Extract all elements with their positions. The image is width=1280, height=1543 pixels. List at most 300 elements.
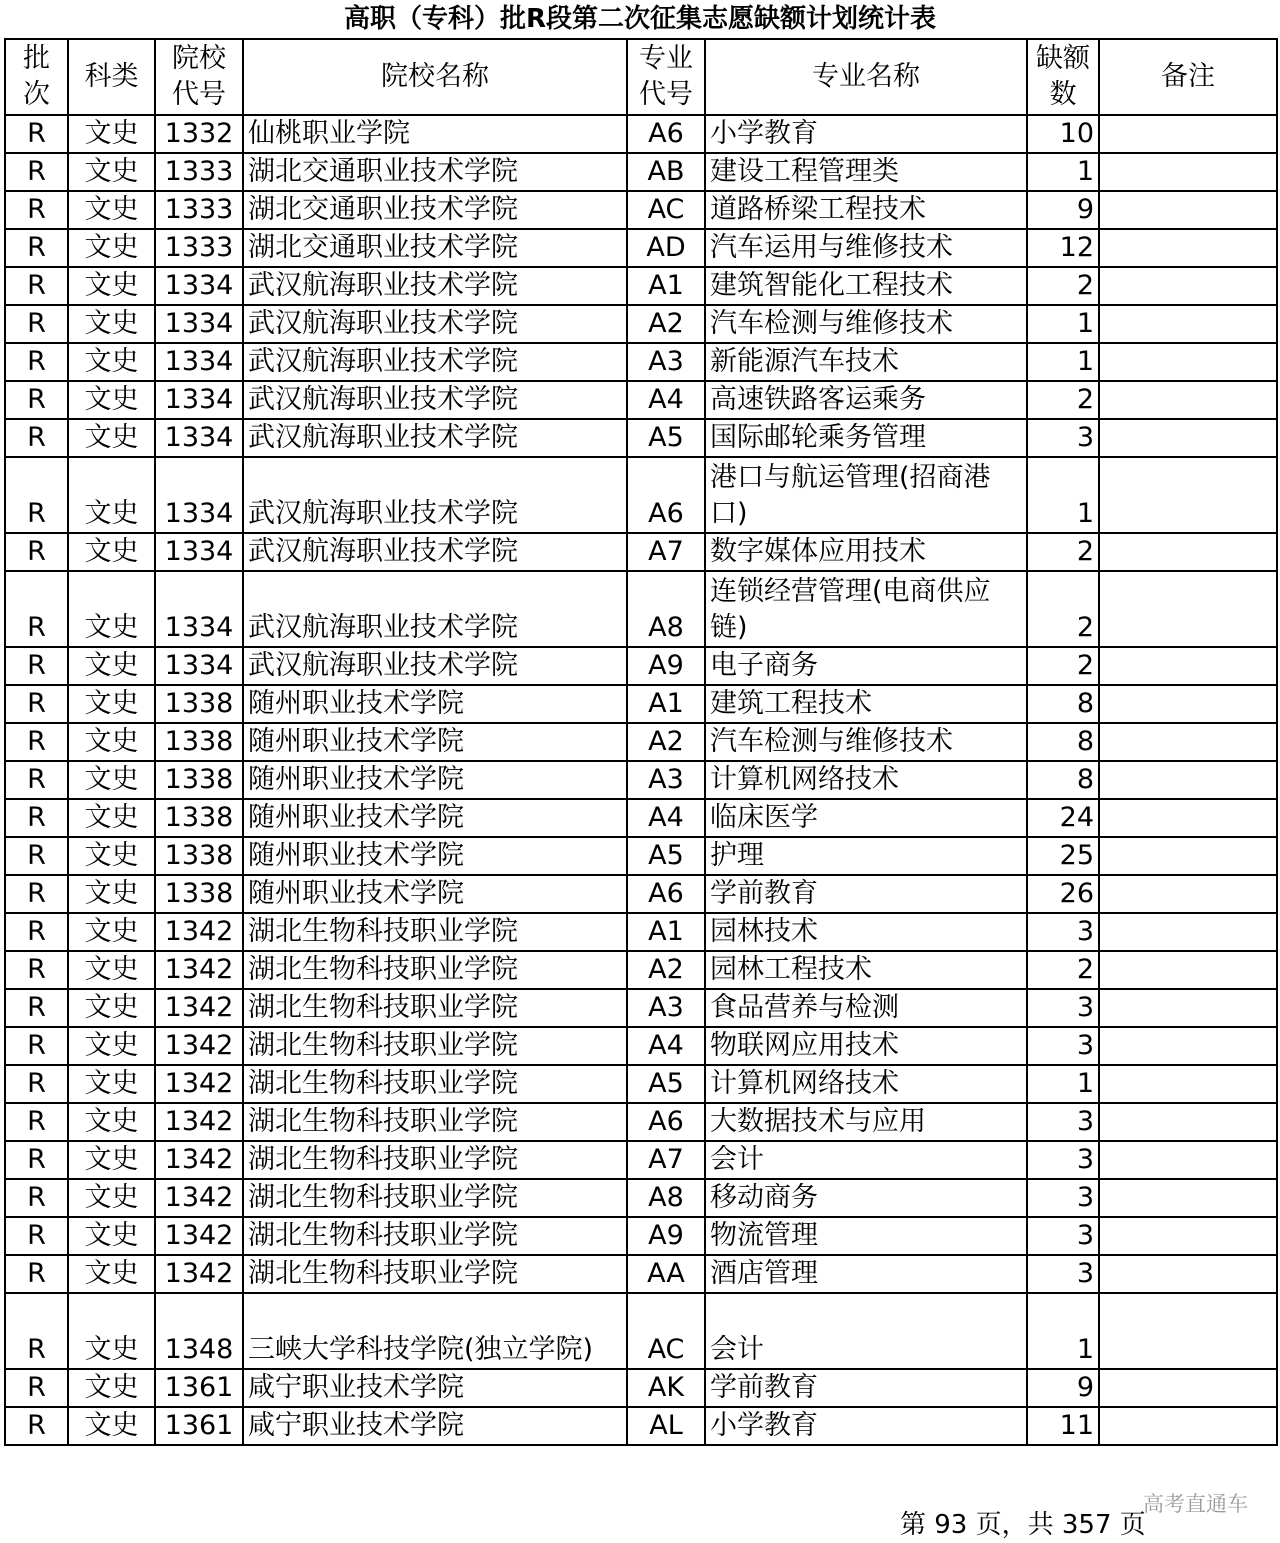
cell-major-code: A3	[627, 761, 705, 799]
cell-batch: R	[5, 153, 68, 191]
cell-school-name: 湖北生物科技职业学院	[243, 1179, 627, 1217]
table-row	[5, 343, 1277, 381]
cell-vacancies: 3	[1027, 1103, 1099, 1141]
cell-batch: R	[5, 837, 68, 875]
cell-major-name: 会计	[705, 1293, 1027, 1369]
cell-major-code: A6	[627, 875, 705, 913]
cell-school-name: 武汉航海职业技术学院	[243, 647, 627, 685]
cell-remarks	[1099, 1255, 1277, 1293]
cell-school-code: 1338	[155, 723, 243, 761]
cell-remarks	[1099, 571, 1277, 647]
cell-remarks	[1099, 989, 1277, 1027]
cell-subject-type: 文史	[68, 647, 155, 685]
cell-school-code: 1342	[155, 1065, 243, 1103]
cell-major-code: A1	[627, 685, 705, 723]
table-row	[5, 571, 1277, 647]
cell-school-name: 随州职业技术学院	[243, 761, 627, 799]
cell-school-name: 武汉航海职业技术学院	[243, 381, 627, 419]
cell-school-code: 1338	[155, 761, 243, 799]
cell-school-name: 随州职业技术学院	[243, 685, 627, 723]
cell-school-code: 1342	[155, 1179, 243, 1217]
cell-batch: R	[5, 1255, 68, 1293]
table-header-row	[5, 39, 1277, 115]
cell-major-code: A9	[627, 647, 705, 685]
cell-vacancies: 12	[1027, 229, 1099, 267]
cell-subject-type: 文史	[68, 533, 155, 571]
cell-vacancies: 11	[1027, 1407, 1099, 1445]
cell-major-code: A3	[627, 989, 705, 1027]
table-row	[5, 1255, 1277, 1293]
cell-remarks	[1099, 723, 1277, 761]
table-row	[5, 913, 1277, 951]
cell-major-name: 电子商务	[705, 647, 1027, 685]
cell-school-name: 湖北交通职业技术学院	[243, 191, 627, 229]
table-row	[5, 1065, 1277, 1103]
cell-vacancies: 8	[1027, 685, 1099, 723]
cell-school-name: 湖北生物科技职业学院	[243, 989, 627, 1027]
cell-major-name: 建筑智能化工程技术	[705, 267, 1027, 305]
cell-remarks	[1099, 1065, 1277, 1103]
cell-remarks	[1099, 647, 1277, 685]
cell-subject-type: 文史	[68, 1179, 155, 1217]
cell-batch: R	[5, 685, 68, 723]
cell-subject-type: 文史	[68, 457, 155, 533]
cell-vacancies: 26	[1027, 875, 1099, 913]
cell-subject-type: 文史	[68, 989, 155, 1027]
cell-remarks	[1099, 153, 1277, 191]
cell-major-code: A3	[627, 343, 705, 381]
cell-vacancies: 2	[1027, 267, 1099, 305]
cell-remarks	[1099, 913, 1277, 951]
cell-major-code: A5	[627, 837, 705, 875]
cell-school-code: 1338	[155, 875, 243, 913]
cell-batch: R	[5, 875, 68, 913]
cell-major-code: A1	[627, 267, 705, 305]
cell-batch: R	[5, 343, 68, 381]
cell-major-name: 新能源汽车技术	[705, 343, 1027, 381]
cell-school-name: 武汉航海职业技术学院	[243, 267, 627, 305]
table-row	[5, 685, 1277, 723]
cell-school-name: 随州职业技术学院	[243, 837, 627, 875]
header-subject-type: 科类	[68, 39, 155, 115]
cell-major-name: 计算机网络技术	[705, 761, 1027, 799]
cell-major-name: 道路桥梁工程技术	[705, 191, 1027, 229]
table-row	[5, 305, 1277, 343]
cell-school-code: 1342	[155, 1255, 243, 1293]
table-row	[5, 533, 1277, 571]
cell-remarks	[1099, 419, 1277, 457]
cell-major-code: A6	[627, 457, 705, 533]
cell-remarks	[1099, 951, 1277, 989]
cell-batch: R	[5, 1217, 68, 1255]
header-batch: 批次	[5, 39, 68, 115]
cell-school-name: 湖北交通职业技术学院	[243, 153, 627, 191]
cell-remarks	[1099, 1217, 1277, 1255]
cell-remarks	[1099, 191, 1277, 229]
cell-major-code: AK	[627, 1369, 705, 1407]
cell-school-code: 1338	[155, 837, 243, 875]
cell-school-code: 1361	[155, 1369, 243, 1407]
cell-school-name: 湖北生物科技职业学院	[243, 1103, 627, 1141]
cell-batch: R	[5, 951, 68, 989]
cell-subject-type: 文史	[68, 1407, 155, 1445]
cell-vacancies: 9	[1027, 191, 1099, 229]
cell-batch: R	[5, 761, 68, 799]
cell-school-code: 1334	[155, 381, 243, 419]
cell-vacancies: 3	[1027, 1217, 1099, 1255]
cell-major-code: AC	[627, 1293, 705, 1369]
cell-major-code: AD	[627, 229, 705, 267]
cell-school-name: 仙桃职业学院	[243, 115, 627, 153]
cell-major-code: A4	[627, 1027, 705, 1065]
cell-remarks	[1099, 457, 1277, 533]
cell-batch: R	[5, 1369, 68, 1407]
cell-major-name: 汽车检测与维修技术	[705, 723, 1027, 761]
cell-subject-type: 文史	[68, 305, 155, 343]
table-row	[5, 723, 1277, 761]
cell-remarks	[1099, 1103, 1277, 1141]
page-number: 第 93 页，共 357 页	[900, 1510, 1146, 1540]
cell-major-code: A8	[627, 571, 705, 647]
cell-school-name: 随州职业技术学院	[243, 723, 627, 761]
cell-batch: R	[5, 267, 68, 305]
cell-subject-type: 文史	[68, 875, 155, 913]
cell-remarks	[1099, 1407, 1277, 1445]
cell-major-name: 学前教育	[705, 1369, 1027, 1407]
cell-school-code: 1334	[155, 533, 243, 571]
cell-batch: R	[5, 381, 68, 419]
cell-subject-type: 文史	[68, 1141, 155, 1179]
cell-major-code: A5	[627, 1065, 705, 1103]
cell-remarks	[1099, 1179, 1277, 1217]
cell-subject-type: 文史	[68, 381, 155, 419]
cell-remarks	[1099, 305, 1277, 343]
cell-school-code: 1342	[155, 989, 243, 1027]
table-row	[5, 951, 1277, 989]
cell-school-code: 1334	[155, 647, 243, 685]
cell-school-name: 随州职业技术学院	[243, 875, 627, 913]
cell-major-name: 连锁经营管理(电商供应链)	[705, 571, 1027, 647]
table-row	[5, 1293, 1277, 1369]
cell-major-name: 小学教育	[705, 115, 1027, 153]
table-row	[5, 1407, 1277, 1445]
cell-school-code: 1332	[155, 115, 243, 153]
cell-school-name: 湖北生物科技职业学院	[243, 951, 627, 989]
cell-remarks	[1099, 343, 1277, 381]
cell-vacancies: 8	[1027, 723, 1099, 761]
cell-school-name: 随州职业技术学院	[243, 799, 627, 837]
cell-major-code: A4	[627, 381, 705, 419]
cell-subject-type: 文史	[68, 115, 155, 153]
cell-batch: R	[5, 1027, 68, 1065]
cell-subject-type: 文史	[68, 229, 155, 267]
cell-school-name: 武汉航海职业技术学院	[243, 419, 627, 457]
cell-remarks	[1099, 1369, 1277, 1407]
cell-school-code: 1342	[155, 1141, 243, 1179]
table-row	[5, 1217, 1277, 1255]
cell-batch: R	[5, 723, 68, 761]
table-row	[5, 799, 1277, 837]
cell-school-code: 1361	[155, 1407, 243, 1445]
table-row	[5, 1369, 1277, 1407]
cell-vacancies: 3	[1027, 989, 1099, 1027]
cell-subject-type: 文史	[68, 723, 155, 761]
cell-school-name: 武汉航海职业技术学院	[243, 457, 627, 533]
cell-school-code: 1334	[155, 343, 243, 381]
table-row	[5, 1027, 1277, 1065]
cell-school-name: 湖北生物科技职业学院	[243, 1255, 627, 1293]
cell-batch: R	[5, 913, 68, 951]
cell-vacancies: 9	[1027, 1369, 1099, 1407]
cell-vacancies: 24	[1027, 799, 1099, 837]
cell-vacancies: 3	[1027, 1255, 1099, 1293]
cell-vacancies: 2	[1027, 381, 1099, 419]
cell-school-code: 1342	[155, 1217, 243, 1255]
cell-major-name: 物流管理	[705, 1217, 1027, 1255]
header-major-code: 专业代号	[627, 39, 705, 115]
cell-major-name: 建筑工程技术	[705, 685, 1027, 723]
cell-remarks	[1099, 1141, 1277, 1179]
cell-school-code: 1333	[155, 153, 243, 191]
cell-batch: R	[5, 419, 68, 457]
cell-school-code: 1334	[155, 457, 243, 533]
document-title: 高职（专科）批R段第二次征集志愿缺额计划统计表	[343, 4, 937, 34]
cell-subject-type: 文史	[68, 571, 155, 647]
cell-school-name: 湖北生物科技职业学院	[243, 1141, 627, 1179]
cell-school-code: 1342	[155, 1103, 243, 1141]
table-row	[5, 115, 1277, 153]
cell-subject-type: 文史	[68, 1103, 155, 1141]
table-row	[5, 1103, 1277, 1141]
cell-school-code: 1338	[155, 799, 243, 837]
cell-school-code: 1348	[155, 1293, 243, 1369]
cell-school-name: 湖北交通职业技术学院	[243, 229, 627, 267]
table-row	[5, 989, 1277, 1027]
cell-subject-type: 文史	[68, 761, 155, 799]
cell-school-code: 1334	[155, 267, 243, 305]
cell-school-name: 湖北生物科技职业学院	[243, 1027, 627, 1065]
cell-major-name: 临床医学	[705, 799, 1027, 837]
cell-vacancies: 3	[1027, 1027, 1099, 1065]
table-row	[5, 457, 1277, 533]
cell-vacancies: 2	[1027, 647, 1099, 685]
cell-batch: R	[5, 457, 68, 533]
cell-major-code: A2	[627, 723, 705, 761]
cell-subject-type: 文史	[68, 799, 155, 837]
cell-vacancies: 3	[1027, 913, 1099, 951]
header-school-code: 院校代号	[155, 39, 243, 115]
cell-vacancies: 1	[1027, 1065, 1099, 1103]
cell-batch: R	[5, 1103, 68, 1141]
cell-batch: R	[5, 1065, 68, 1103]
cell-school-code: 1334	[155, 305, 243, 343]
cell-major-code: AC	[627, 191, 705, 229]
cell-batch: R	[5, 799, 68, 837]
cell-school-name: 武汉航海职业技术学院	[243, 305, 627, 343]
cell-school-name: 湖北生物科技职业学院	[243, 1065, 627, 1103]
cell-major-code: A2	[627, 305, 705, 343]
cell-vacancies: 1	[1027, 343, 1099, 381]
cell-batch: R	[5, 989, 68, 1027]
cell-major-name: 汽车运用与维修技术	[705, 229, 1027, 267]
cell-remarks	[1099, 837, 1277, 875]
cell-vacancies: 2	[1027, 951, 1099, 989]
cell-remarks	[1099, 229, 1277, 267]
cell-school-name: 咸宁职业技术学院	[243, 1407, 627, 1445]
cell-school-code: 1334	[155, 419, 243, 457]
cell-major-name: 学前教育	[705, 875, 1027, 913]
cell-batch: R	[5, 191, 68, 229]
cell-batch: R	[5, 571, 68, 647]
cell-vacancies: 1	[1027, 1293, 1099, 1369]
cell-school-name: 湖北生物科技职业学院	[243, 1217, 627, 1255]
table-row	[5, 191, 1277, 229]
cell-major-code: A6	[627, 1103, 705, 1141]
cell-remarks	[1099, 533, 1277, 571]
cell-batch: R	[5, 1293, 68, 1369]
cell-remarks	[1099, 267, 1277, 305]
cell-remarks	[1099, 1293, 1277, 1369]
cell-batch: R	[5, 229, 68, 267]
cell-school-name: 武汉航海职业技术学院	[243, 571, 627, 647]
cell-school-code: 1333	[155, 229, 243, 267]
header-remarks: 备注	[1099, 39, 1277, 115]
cell-vacancies: 8	[1027, 761, 1099, 799]
cell-subject-type: 文史	[68, 343, 155, 381]
table-row	[5, 647, 1277, 685]
cell-major-name: 汽车检测与维修技术	[705, 305, 1027, 343]
cell-school-name: 咸宁职业技术学院	[243, 1369, 627, 1407]
cell-subject-type: 文史	[68, 951, 155, 989]
cell-batch: R	[5, 1179, 68, 1217]
header-major-name: 专业名称	[705, 39, 1027, 115]
cell-subject-type: 文史	[68, 1065, 155, 1103]
cell-school-code: 1338	[155, 685, 243, 723]
cell-batch: R	[5, 647, 68, 685]
cell-major-code: A1	[627, 913, 705, 951]
cell-remarks	[1099, 799, 1277, 837]
cell-major-code: A6	[627, 115, 705, 153]
cell-subject-type: 文史	[68, 1293, 155, 1369]
cell-remarks	[1099, 685, 1277, 723]
cell-major-code: A7	[627, 533, 705, 571]
cell-school-name: 武汉航海职业技术学院	[243, 343, 627, 381]
cell-major-name: 建设工程管理类	[705, 153, 1027, 191]
cell-batch: R	[5, 1141, 68, 1179]
table-row	[5, 419, 1277, 457]
cell-school-code: 1334	[155, 571, 243, 647]
table-row	[5, 837, 1277, 875]
cell-major-name: 园林工程技术	[705, 951, 1027, 989]
vacancy-plan-table	[4, 38, 1278, 1446]
cell-major-code: A8	[627, 1179, 705, 1217]
table-row	[5, 1141, 1277, 1179]
cell-major-name: 数字媒体应用技术	[705, 533, 1027, 571]
header-school-name: 院校名称	[243, 39, 627, 115]
cell-subject-type: 文史	[68, 1255, 155, 1293]
cell-remarks	[1099, 115, 1277, 153]
cell-subject-type: 文史	[68, 1369, 155, 1407]
cell-major-name: 小学教育	[705, 1407, 1027, 1445]
cell-major-name: 计算机网络技术	[705, 1065, 1027, 1103]
header-vacancies: 缺额数	[1027, 39, 1099, 115]
cell-vacancies: 10	[1027, 115, 1099, 153]
cell-major-name: 会计	[705, 1141, 1027, 1179]
cell-major-name: 护理	[705, 837, 1027, 875]
cell-school-name: 三峡大学科技学院(独立学院)	[243, 1293, 627, 1369]
cell-major-code: AL	[627, 1407, 705, 1445]
cell-major-name: 港口与航运管理(招商港口)	[705, 457, 1027, 533]
table-row	[5, 229, 1277, 267]
cell-major-name: 移动商务	[705, 1179, 1027, 1217]
cell-subject-type: 文史	[68, 685, 155, 723]
cell-remarks	[1099, 1027, 1277, 1065]
cell-major-code: A2	[627, 951, 705, 989]
cell-vacancies: 2	[1027, 533, 1099, 571]
cell-batch: R	[5, 115, 68, 153]
cell-major-name: 园林技术	[705, 913, 1027, 951]
cell-major-code: A5	[627, 419, 705, 457]
cell-subject-type: 文史	[68, 1217, 155, 1255]
cell-vacancies: 3	[1027, 1179, 1099, 1217]
cell-school-name: 武汉航海职业技术学院	[243, 533, 627, 571]
cell-major-code: AB	[627, 153, 705, 191]
cell-vacancies: 3	[1027, 419, 1099, 457]
cell-major-name: 大数据技术与应用	[705, 1103, 1027, 1141]
cell-vacancies: 1	[1027, 153, 1099, 191]
cell-batch: R	[5, 1407, 68, 1445]
cell-subject-type: 文史	[68, 913, 155, 951]
table-body	[5, 115, 1277, 1445]
cell-school-code: 1342	[155, 951, 243, 989]
cell-subject-type: 文史	[68, 153, 155, 191]
table-row	[5, 1179, 1277, 1217]
cell-vacancies: 1	[1027, 457, 1099, 533]
cell-major-code: A7	[627, 1141, 705, 1179]
table-row	[5, 381, 1277, 419]
cell-subject-type: 文史	[68, 837, 155, 875]
table-row	[5, 267, 1277, 305]
cell-remarks	[1099, 761, 1277, 799]
cell-major-name: 酒店管理	[705, 1255, 1027, 1293]
cell-vacancies: 2	[1027, 571, 1099, 647]
cell-remarks	[1099, 381, 1277, 419]
cell-school-code: 1342	[155, 1027, 243, 1065]
cell-major-name: 物联网应用技术	[705, 1027, 1027, 1065]
cell-subject-type: 文史	[68, 1027, 155, 1065]
cell-subject-type: 文史	[68, 419, 155, 457]
watermark-text: 高考直通车	[1143, 1492, 1248, 1516]
cell-major-code: A4	[627, 799, 705, 837]
cell-vacancies: 1	[1027, 305, 1099, 343]
table-row	[5, 875, 1277, 913]
cell-school-code: 1342	[155, 913, 243, 951]
cell-major-code: A9	[627, 1217, 705, 1255]
cell-batch: R	[5, 533, 68, 571]
table-row	[5, 761, 1277, 799]
cell-subject-type: 文史	[68, 191, 155, 229]
table-row	[5, 153, 1277, 191]
cell-school-code: 1333	[155, 191, 243, 229]
cell-vacancies: 25	[1027, 837, 1099, 875]
cell-school-name: 湖北生物科技职业学院	[243, 913, 627, 951]
cell-vacancies: 3	[1027, 1141, 1099, 1179]
cell-major-name: 食品营养与检测	[705, 989, 1027, 1027]
cell-remarks	[1099, 875, 1277, 913]
cell-major-code: AA	[627, 1255, 705, 1293]
cell-batch: R	[5, 305, 68, 343]
cell-subject-type: 文史	[68, 267, 155, 305]
